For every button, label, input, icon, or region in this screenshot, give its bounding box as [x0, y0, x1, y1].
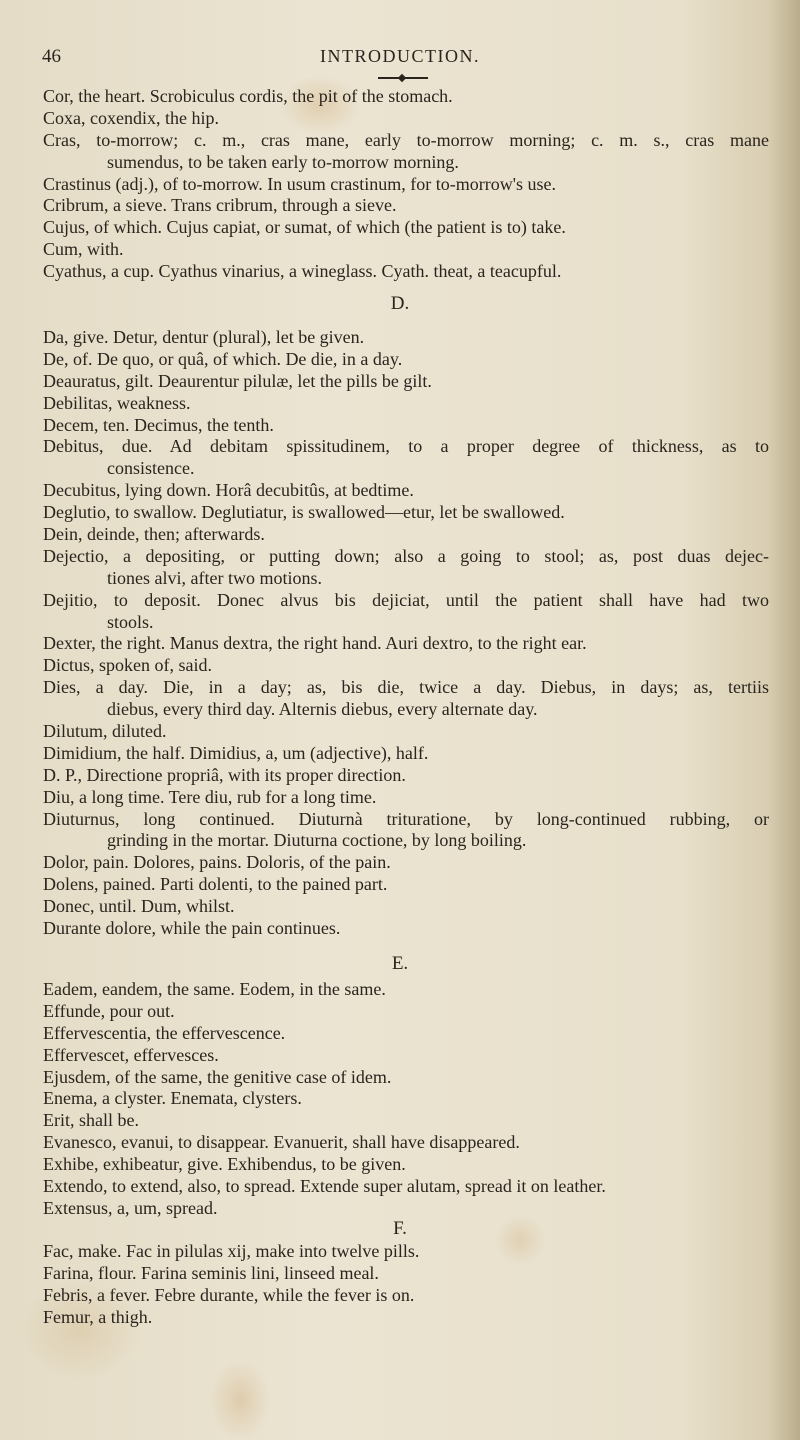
entry-line: Febris, a fever. Febre durante, while the fever is on. [43, 1284, 415, 1305]
glossary-entry [43, 743, 769, 765]
glossary-entry [43, 261, 769, 283]
section-heading-f: F. [393, 1218, 407, 1239]
glossary-entry [43, 1263, 769, 1285]
glossary-entry [43, 765, 769, 787]
glossary-entry [43, 195, 769, 217]
glossary-entry [43, 979, 769, 1001]
entry-line: Fac, make. Fac in pilulas xij, make into twelve pills. [43, 1241, 420, 1261]
entry-line: Cum, with. [43, 239, 124, 260]
section-c [43, 86, 769, 283]
entry-continuation-line: consistence. [107, 458, 195, 479]
entry-line: Decem, ten. Decimus, the tenth. [43, 414, 274, 435]
entry-line: Effunde, pour out. [43, 1000, 175, 1021]
entry-line: Cras, to-morrow; c. m., cras mane, early to-morrow morning; c. m. s., cras mane [43, 129, 769, 150]
glossary-entry [43, 1001, 769, 1023]
glossary-entry [43, 852, 769, 874]
glossary-entry [43, 1241, 769, 1263]
glossary-entry [43, 1067, 769, 1089]
glossary-entry [43, 502, 769, 524]
entry-line: Diuturnus, long continued. Diuturnà trituratione, by long-continued rubbing, or [43, 808, 769, 829]
glossary-entry [43, 590, 769, 634]
glossary-entry [43, 371, 769, 393]
glossary-entry [43, 874, 769, 896]
glossary-entry [43, 1198, 769, 1220]
entry-line: Debitus, due. Ad debitam spissitudinem, to a proper degree of thickness, as to [43, 436, 769, 457]
glossary-entry [43, 721, 769, 743]
entry-line: Debilitas, weakness. [43, 392, 191, 413]
entry-line: Erit, shall be. [43, 1110, 139, 1131]
section-heading-d: D. [390, 293, 410, 314]
entry-line: Femur, a thigh. [43, 1306, 153, 1327]
glossary-entry [43, 393, 769, 415]
entry-line: Dictus, spoken of, said. [43, 655, 212, 676]
glossary-entry [43, 1088, 769, 1110]
glossary-entry [43, 174, 769, 196]
entry-line: Cyathus, a cup. Cyathus vinarius, a wineglass. Cyath. theat, a teacupful. [43, 261, 562, 282]
glossary-entry [43, 1307, 769, 1329]
entry-line: Enema, a clyster. Enemata, clysters. [43, 1088, 302, 1109]
entry-line: Da, give. Detur, dentur (plural), let be given. [43, 327, 365, 347]
entry-line: Dilutum, diluted. [43, 721, 167, 742]
glossary-entry [43, 415, 769, 437]
glossary-entry [43, 918, 769, 940]
section-heading-e: E. [391, 953, 409, 974]
entry-line: Dein, deinde, then; afterwards. [43, 524, 265, 545]
entry-continuation-line: diebus, every third day. Alternis diebus, every alternate day. [107, 699, 538, 720]
glossary-entry [43, 436, 769, 480]
ornament-rule [378, 77, 428, 79]
entry-line: Crastinus (adj.), of to-morrow. In usum crastinum, for to-morrow's use. [43, 173, 556, 194]
entry-line: Deauratus, gilt. Deaurentur pilulæ, let the pills be gilt. [43, 370, 432, 391]
entry-line: Eadem, eandem, the same. Eodem, in the same. [43, 979, 386, 999]
glossary-entry [43, 108, 769, 130]
entry-line: Farina, flour. Farina seminis lini, linseed meal. [43, 1262, 379, 1283]
entry-line: Dimidium, the half. Dimidius, a, um (adjective), half. [43, 742, 429, 763]
entry-line: Ejusdem, of the same, the genitive case of idem. [43, 1066, 392, 1087]
glossary-entry [43, 239, 769, 261]
glossary-entry [43, 1154, 769, 1176]
glossary-entry [43, 896, 769, 918]
glossary-entry [43, 809, 769, 853]
glossary-entry [43, 327, 769, 349]
entry-line: Dejectio, a depositing, or putting down; also a going to stool; as, post duas dejec- [43, 545, 769, 566]
section-d [43, 327, 769, 940]
section-e [43, 979, 769, 1220]
glossary-entry [43, 655, 769, 677]
entry-line: D. P., Directione propriâ, with its proper direction. [43, 764, 406, 785]
entry-continuation-line: stools. [107, 611, 154, 632]
entry-line: Dies, a day. Die, in a day; as, bis die, twice a day. Diebus, in days; as, tertiis [43, 677, 769, 698]
glossary-entry [43, 1176, 769, 1198]
glossary-entry [43, 86, 769, 108]
glossary-entry [43, 524, 769, 546]
entry-line: Deglutio, to swallow. Deglutiatur, is swallowed—etur, let be swallowed. [43, 502, 565, 523]
glossary-entry [43, 1023, 769, 1045]
glossary-entry [43, 217, 769, 239]
entry-line: Donec, until. Dum, whilst. [43, 896, 235, 917]
entry-line: Dolens, pained. Parti dolenti, to the pained part. [43, 874, 388, 895]
entry-line: Evanesco, evanui, to disappear. Evanuerit, shall have disappeared. [43, 1132, 520, 1153]
entry-continuation-line: grinding in the mortar. Diuturna coctione, by long boiling. [107, 830, 527, 851]
glossary-entry [43, 1285, 769, 1307]
glossary-entry [43, 1132, 769, 1154]
page-number: 46 [42, 46, 61, 67]
entry-line: Cujus, of which. Cujus capiat, or sumat, of which (the patient is to) take. [43, 217, 566, 238]
entry-line: Effervescet, effervesces. [43, 1044, 219, 1065]
glossary-entry [43, 480, 769, 502]
entry-line: De, of. De quo, or quâ, of which. De die, in a day. [43, 348, 403, 369]
entry-line: Exhibe, exhibeatur, give. Exhibendus, to be given. [43, 1154, 406, 1175]
glossary-entry [43, 1110, 769, 1132]
entry-continuation-line: sumendus, to be taken early to-morrow morning. [107, 151, 459, 172]
entry-line: Dexter, the right. Manus dextra, the right hand. Auri dextro, to the right ear. [43, 633, 587, 654]
running-head: INTRODUCTION. [320, 46, 480, 66]
section-f [43, 1241, 769, 1329]
glossary-entry [43, 633, 769, 655]
entry-line: Extensus, a, um, spread. [43, 1197, 218, 1218]
entry-line: Coxa, coxendix, the hip. [43, 107, 219, 128]
glossary-entry [43, 546, 769, 590]
entry-line: Cor, the heart. Scrobiculus cordis, the pit of the stomach. [43, 86, 453, 106]
glossary-entry [43, 349, 769, 371]
glossary-entry [43, 787, 769, 809]
glossary-entry [43, 1045, 769, 1067]
entry-line: Cribrum, a sieve. Trans cribrum, through a sieve. [43, 195, 397, 216]
entry-line: Decubitus, lying down. Horâ decubitûs, at bedtime. [43, 480, 414, 501]
entry-line: Dolor, pain. Dolores, pains. Doloris, of the pain. [43, 852, 391, 873]
entry-continuation-line: tiones alvi, after two motions. [107, 567, 322, 588]
entry-line: Extendo, to extend, also, to spread. Extende super alutam, spread it on leather. [43, 1176, 606, 1197]
entry-line: Diu, a long time. Tere diu, rub for a long time. [43, 786, 377, 807]
entry-line: Effervescentia, the effervescence. [43, 1022, 286, 1043]
glossary-entry [43, 130, 769, 174]
entry-line: Durante dolore, while the pain continues. [43, 918, 341, 939]
glossary-entry [43, 677, 769, 721]
entry-line: Dejitio, to deposit. Donec alvus bis dejiciat, until the patient shall have had two [43, 589, 769, 610]
